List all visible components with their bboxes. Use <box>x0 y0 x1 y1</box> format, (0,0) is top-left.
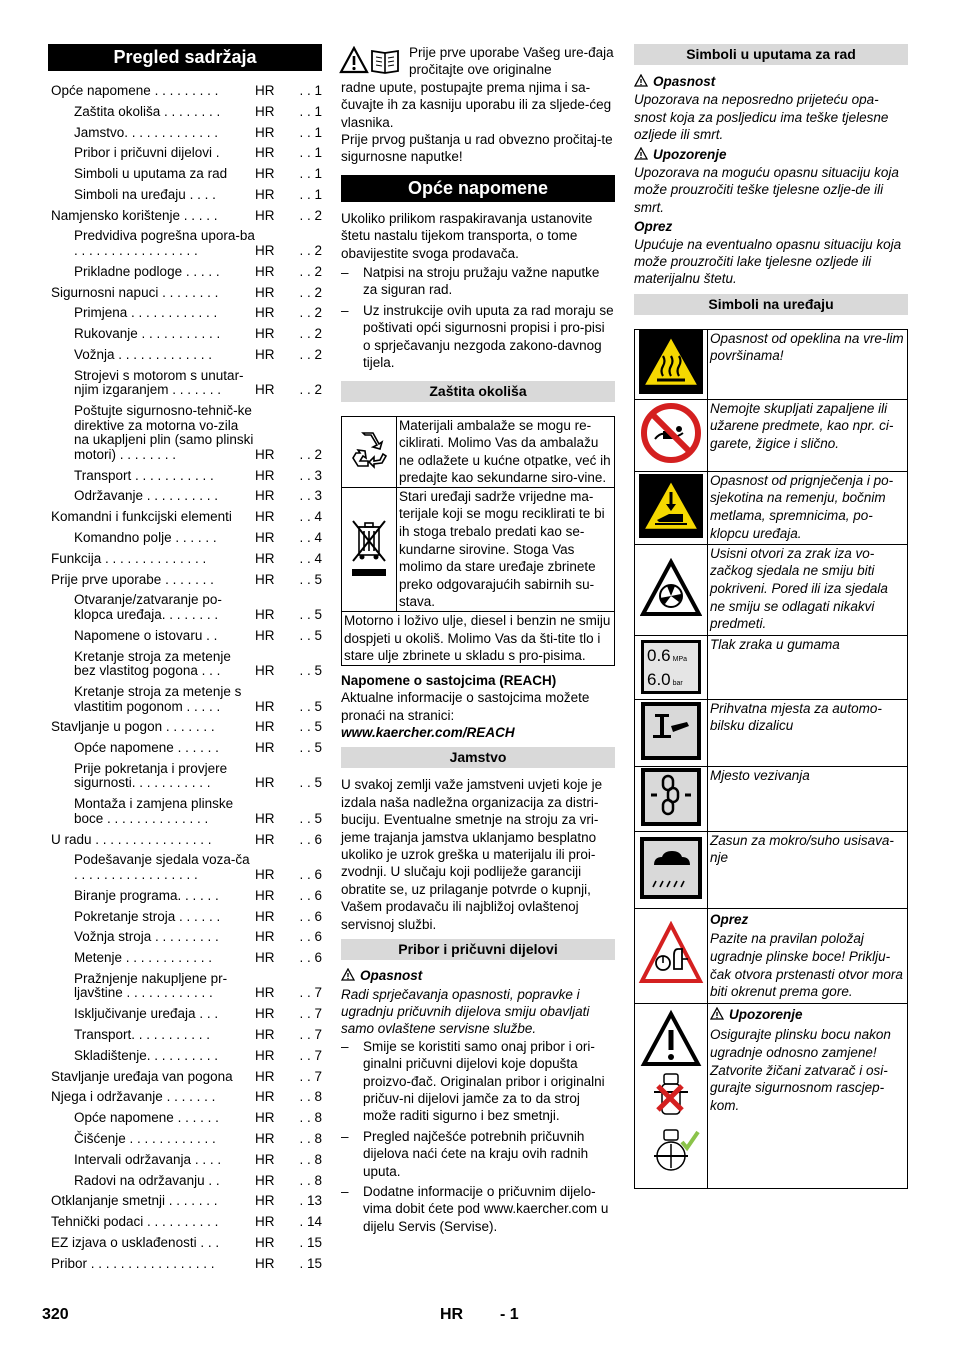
toc-entry-title: Otvaranje/zatvaranje po-klopca uređaja. . . . . . . . <box>74 592 222 622</box>
toc-entry[interactable] <box>48 404 322 462</box>
environment-row1: Materijali ambalaže se mogu re-ciklirati. Molimo Vas da ambalažu ne odlažete u kućne otpatke, već ih predajte kao sekundarne siro-vine. <box>397 416 615 487</box>
toc-entry[interactable] <box>48 265 322 280</box>
toc-entry-title: Intervali održavanja . . . . <box>74 1151 222 1167</box>
toc-entry-lang: HR <box>255 887 275 903</box>
toc-entry-page: . . 1 <box>299 103 322 119</box>
toc-entry[interactable] <box>48 573 322 588</box>
toc-entry-title: Opće napomene . . . . . . <box>74 1110 219 1126</box>
toc-entry[interactable] <box>48 510 322 525</box>
warning-triangle-icon <box>634 74 648 91</box>
toc-entry-title: Zaštita okoliša . . . . . . . . <box>74 103 221 119</box>
gas-bottle-secure-icon <box>635 1003 708 1189</box>
toc-entry-page: . . 3 <box>299 488 322 504</box>
toc-entry-lang: HR <box>255 1047 275 1063</box>
toc-entry-lang: HR <box>255 243 275 259</box>
toc-title: Pregled sadržaja <box>48 44 322 71</box>
toc-entry-lang: HR <box>255 810 275 826</box>
tire-unit-mpa: MPa <box>672 656 688 664</box>
toc-entry-page: . . 6 <box>299 908 322 924</box>
environment-table <box>341 416 615 666</box>
reach-link[interactable]: www.kaercher.com/REACH <box>341 725 515 741</box>
toc-entry[interactable] <box>48 593 322 622</box>
tire-unit-bar: bar <box>672 680 683 688</box>
toc-entry-lang: HR <box>255 83 275 98</box>
list-item: – Natpisi na stroju pružaju važne naputke za siguran rad. <box>341 265 600 298</box>
toc-entry-lang: HR <box>255 1068 275 1084</box>
toc-entry-lang: HR <box>255 698 275 714</box>
toc-entry-page: . . 2 <box>299 263 322 279</box>
toc-entry[interactable] <box>48 1070 322 1085</box>
warranty-text: U svakoj zemlji važe jamstveni uvjeti koje je izdala naša nadležna organizacija za distri-buciju. Eventualne smetnje na stroju za vri-jeme trajanja jamstva uklanjamo besplatno ukoliko je uzrok greška u materijalu ili proi-zvodnji. U slučaju koji podliježe garanciji obratite se, uz prilaganje potvrde o kupnji, Vašem prodavaču ili najbližoj ovlaštenoj servisnoj službi. <box>341 777 603 932</box>
toc-entry-title: Rukovanje . . . . . . . . . . . <box>74 326 221 342</box>
toc-entry[interactable] <box>48 306 322 321</box>
toc-entry-page: . . 6 <box>299 929 322 945</box>
intro-section <box>341 44 615 166</box>
toc-entry-title: Biranje programa. . . . . . <box>74 887 219 903</box>
toc-entry[interactable] <box>48 327 322 342</box>
toc-entry-page: . 15 <box>299 1234 322 1250</box>
manual-symbols-title: Simboli u uputama za rad <box>634 44 908 65</box>
toc-entry[interactable] <box>48 685 322 714</box>
gas-caution-label: Oprez <box>710 911 749 927</box>
toc-entry-page: . . 2 <box>299 243 322 259</box>
toc-entry-page: . . 5 <box>299 810 322 826</box>
symbol-text-hot: Opasnost od opeklina na vre-lim površinama! <box>708 329 908 399</box>
toc-entry-page: . . 6 <box>299 866 322 882</box>
toc-entry[interactable] <box>48 930 322 945</box>
toc-entry-lang: HR <box>255 1006 275 1022</box>
toc-entry-lang: HR <box>255 663 275 679</box>
toc-entry[interactable] <box>48 910 322 925</box>
list-item: – Uz instrukcije ovih uputa za rad moraju se poštivati opći sigurnosni propisi i pro-pisi o sprječavanju nezgoda zakono-davnog tijela. <box>341 302 614 371</box>
toc-entry-lang: HR <box>255 467 275 483</box>
toc-entry-page: . . 5 <box>299 606 322 622</box>
gas-warning-cell <box>708 1003 908 1189</box>
warning-label: Upozorenje <box>634 146 908 164</box>
parts-danger-text: Radi sprječavanja opasnosti, popravke i ugradnju pričuvnih dijelova smiju obavljati samo ovlaštene servisne službe. <box>341 986 590 1037</box>
toc-entry-title: Sigurnosni napuci . . . . . . . . <box>51 284 219 300</box>
toc-entry[interactable] <box>48 833 322 848</box>
toc-entry-page: . . 6 <box>299 887 322 903</box>
toc-entry-page: . . 5 <box>299 571 322 587</box>
device-symbols-title: Simboli na uređaju <box>634 294 908 315</box>
gas-caution-text: Pazite na pravilan položaj ugradnje plinske boce! Priklju-čak otvora prstenasti otvor mora biti okrenut prema gore. <box>710 931 903 1000</box>
toc-entry-title: Prikladne podloge . . . . . <box>74 263 220 279</box>
toc-entry-lang: HR <box>255 929 275 945</box>
environment-row2: Stari uređaji sadrže vrijedne ma-terijale koji se mogu reciklirati te bi ih stoga trebalo predati kao se-kundarne sirovine. Stoga Vas molimo da stare uređaje zbrinete preko odgovarajućih sabirnih su-stava. <box>397 487 615 611</box>
toc-entry-lang: HR <box>255 166 275 182</box>
toc-entry-page: . . 8 <box>299 1130 322 1146</box>
toc-entry-title: Njega i održavanje . . . . . . . <box>51 1089 216 1105</box>
toc-entry[interactable] <box>48 853 322 882</box>
toc-entry-lang: HR <box>255 446 275 462</box>
toc-entry-lang: HR <box>255 284 275 300</box>
toc-entry-lang: HR <box>255 1214 275 1230</box>
toc-entry-title: Vožnja . . . . . . . . . . . . . <box>74 346 213 362</box>
toc-entry-page: . . 1 <box>299 145 322 161</box>
toc-entry-title: Predvidiva pogrešna upora-ba . . . . . . . . . . . . . . . . . <box>74 228 255 259</box>
general-title: Opće napomene <box>341 175 615 202</box>
hot-surface-icon <box>635 329 708 399</box>
intro-text-2: Prije prvog puštanja u rad obvezno pročitaj-te sigurnosne naputke! <box>341 132 613 165</box>
toc-entry[interactable] <box>48 489 322 504</box>
toc-entry-page: . . 4 <box>299 530 322 546</box>
toc-entry-page: . . 1 <box>299 124 322 140</box>
toc-entry-title: Komandni i funkcijski elementi <box>51 509 232 525</box>
toc-entry[interactable] <box>48 1153 322 1168</box>
toc-entry-title: Simboli na uređaju . . . . <box>74 186 216 202</box>
toc-entry[interactable] <box>48 629 322 644</box>
caution-text: Upućuje na eventualno opasnu situaciju koja može prouzročiti lake tjelesne ozljede ili materijalnu štetu. <box>634 236 902 287</box>
toc-entry-page: . . 8 <box>299 1110 322 1126</box>
intro-text-first: Prije prve uporabe Vašeg ure-đaja pročitajte ove originalne <box>409 45 614 78</box>
toc-entry[interactable] <box>48 1111 322 1126</box>
toc-entry[interactable] <box>48 720 322 735</box>
toc-entry-title: Tehnički podaci . . . . . . . . . . <box>51 1214 219 1230</box>
toc-entry-lang: HR <box>255 305 275 321</box>
table-row <box>635 544 908 635</box>
toc-entry-title: Opće napomene . . . . . . . . . <box>51 83 219 98</box>
symbol-text-tie: Mjesto vezivanja <box>708 766 908 831</box>
toc-entry-page: . . 2 <box>299 446 322 462</box>
toc-entry-title: Kretanje stroja za metenje s vlastitim pogonom . . . . . <box>74 683 242 714</box>
toc-entry-title: Kretanje stroja za metenje bez vlastitog pogona . . . <box>74 648 231 679</box>
environment-title: Zaštita okoliša <box>341 381 615 402</box>
toc-entry-lang: HR <box>255 1130 275 1146</box>
parts-bullets <box>341 1038 615 1235</box>
toc-entry-title: Radovi na održavanju . . <box>74 1172 220 1188</box>
toc-entry-title: U radu . . . . . . . . . . . . . . . . <box>51 831 212 847</box>
page-number: 320 <box>42 1306 69 1323</box>
symbol-text-no-burning: Nemojte skupljati zapaljene ili užarene predmete, kao npr. ci-garete, žigice i slično. <box>708 399 908 471</box>
toc-entry[interactable] <box>48 229 322 258</box>
toc-entry-page: . . 8 <box>299 1172 322 1188</box>
toc-entry-lang: HR <box>255 775 275 791</box>
symbol-text-tire: Tlak zraka u gumama <box>708 635 908 699</box>
table-row <box>635 908 908 1003</box>
toc-entry-page: . . 7 <box>299 1068 322 1084</box>
toc-entry-page: . . 7 <box>299 1027 322 1043</box>
toc-entry-lang: HR <box>255 103 275 119</box>
toc-entry[interactable] <box>48 369 322 398</box>
toc-entry[interactable] <box>48 84 322 99</box>
toc-entry-page: . . 5 <box>299 698 322 714</box>
table-row <box>635 699 908 766</box>
toc-entry-title: Pribor i pričuvni dijelovi . <box>74 145 220 161</box>
warning-triangle-icon <box>710 1007 724 1025</box>
toc-entry-page: . . 1 <box>299 83 322 98</box>
general-text: Ukoliko prilikom raspakiravanja ustanovite štetu nastalu tijekom transporta, o tome obavijestite svoga prodavača. <box>341 210 593 261</box>
jack-point-icon <box>635 699 708 766</box>
toc-entry-title: Otklanjanje smetnji . . . . . . . <box>51 1193 218 1209</box>
intro-text-rest: radne upute, postupajte prema njima i sa-čuvajte ih za kasniju uporabu ili za sljede-ćeg vlasnika. <box>341 79 612 130</box>
toc-entry-title: Namjensko korištenje . . . . . <box>51 207 218 223</box>
tire-pressure-icon <box>635 635 708 699</box>
table-row <box>635 471 908 544</box>
toc-entry-page: . . 1 <box>299 166 322 182</box>
toc-entry-title: EZ izjava o usklađenosti . . . <box>51 1234 220 1250</box>
symbol-text-crush: Opasnost od prignječenja i po-sjekotina na remenju, bočnim metlama, spremnicima, po-klopcu uređaja. <box>708 471 908 544</box>
toc-entry-page: . . 2 <box>299 382 322 398</box>
toc-entry-lang: HR <box>255 985 275 1001</box>
reach-title: Napomene o sastojcima (REACH) <box>341 672 557 688</box>
toc-entry-page: . . 5 <box>299 775 322 791</box>
toc-entry[interactable] <box>48 1236 322 1251</box>
table-row <box>342 612 615 666</box>
toc-entry-page: . . 4 <box>299 509 322 525</box>
general-bullets <box>341 264 615 371</box>
toc-entry-title: Prije pokretanja i provjere sigurnosti. . . . . . . . . . . <box>74 760 228 791</box>
toc-entry-lang: HR <box>255 1151 275 1167</box>
parts-title: Pribor i pričuvni dijelovi <box>341 939 615 960</box>
toc-entry-title: Komandno polje . . . . . . <box>74 530 217 546</box>
list-item: – Smije se koristiti samo onaj pribor i ori-ginalni pričuvni dijelovi koje dopušta proizvo-đač. Originalan pribor i originalni pričuv-ni dijelovi jamče za to da stroj može raditi sigurno i bez smetnji. <box>341 1038 605 1124</box>
toc-entry-page: . . 4 <box>299 550 322 566</box>
toc-entry-title: Stavljanje u pogon . . . . . . . <box>51 719 215 735</box>
footer-sub: - 1 <box>500 1306 519 1323</box>
toc-entry[interactable] <box>48 286 322 301</box>
toc-entry-title: Pražnjenje nakupljene pr-ljavštine . . . . . . . . . . . . <box>74 970 228 1001</box>
toc-entry-lang: HR <box>255 530 275 546</box>
list-item: – Pregled najčešće potrebnih pričuvnih dijelova naći ćete na kraju ovih radnih uputa. <box>341 1128 589 1179</box>
toc-entry[interactable] <box>48 167 322 182</box>
toc-entry-page: . 14 <box>299 1214 322 1230</box>
table-row <box>342 487 615 611</box>
toc-entry-page: . . 8 <box>299 1089 322 1105</box>
toc-entry-title: Opće napomene . . . . . . <box>74 740 219 756</box>
toc-entry-lang: HR <box>255 740 275 756</box>
toc-entry-page: . . 7 <box>299 985 322 1001</box>
toc-entry[interactable] <box>48 650 322 679</box>
toc-entry[interactable] <box>48 105 322 120</box>
toc-entry[interactable] <box>48 552 322 567</box>
toc-entry-lang: HR <box>255 124 275 140</box>
table-row <box>635 635 908 699</box>
toc-entry-title: Podešavanje sjedala voza-ča . . . . . . . . . . . . . . . . . <box>74 852 250 882</box>
column-right <box>634 44 908 1189</box>
toc-entry-page: . . 5 <box>299 663 322 679</box>
recycle-icon <box>342 416 397 487</box>
toc-entry[interactable] <box>48 188 322 203</box>
danger-text: Upozorava na neposredno prijeteću opa-snost koja za posljedicu ima teške tjelesne ozljede ili smrt. <box>634 92 889 143</box>
toc-entry-page: . . 1 <box>299 186 322 202</box>
toc-entry-title: Vožnja stroja . . . . . . . . . <box>74 929 219 945</box>
read-manual-icon <box>339 46 401 79</box>
table-row <box>635 399 908 471</box>
toc-entry-title: Održavanje . . . . . . . . . . <box>74 488 219 504</box>
toc-entry-title: Prije prve uporabe . . . . . . . <box>51 571 214 587</box>
toc-entry-title: Simboli u uputama za rad <box>74 166 228 182</box>
fan-warning-icon <box>635 544 708 635</box>
toc-entry-lang: HR <box>255 382 275 398</box>
toc-entry-lang: HR <box>255 908 275 924</box>
toc-entry-lang: HR <box>255 263 275 279</box>
toc-entry[interactable] <box>48 1257 322 1272</box>
toc-entry-lang: HR <box>255 326 275 342</box>
toc-entry[interactable] <box>48 1049 322 1064</box>
toc-entry-lang: HR <box>255 571 275 587</box>
toc-entry[interactable] <box>48 741 322 756</box>
toc-entry-page: . . 7 <box>299 1006 322 1022</box>
toc-entry[interactable] <box>48 972 322 1001</box>
parts-danger-label: Opasnost <box>341 967 615 985</box>
toc-entry-title: Poštujte sigurnosno-tehnič-ke direktive za motorna vo-zila na ukapljeni plin (samo plinski motori) . . . . . . . . <box>74 403 254 462</box>
toc-entry-lang: HR <box>255 1234 275 1250</box>
column-middle <box>341 44 615 1235</box>
toc-entry[interactable] <box>48 797 322 826</box>
gas-warning-text: Osigurajte plinsku bocu nakon ugradnje odnosno zamjene! Zatvorite žičani zatvarač i osi-gurajte sigurnosnom rascjep-kom. <box>710 1027 891 1113</box>
toc-entry-title: Pribor . . . . . . . . . . . . . . . . . <box>51 1255 215 1271</box>
danger-label: Opasnost <box>634 73 908 91</box>
no-burning-objects-icon <box>635 399 708 471</box>
toc-entry-lang: HR <box>255 207 275 223</box>
toc-entry-title: Montaža i zamjena plinske boce . . . . . . . . . . . . . . <box>74 796 234 826</box>
toc-entry-page: . . 2 <box>299 346 322 362</box>
toc-entry[interactable] <box>48 348 322 363</box>
toc-entry-page: . 15 <box>299 1255 322 1271</box>
toc-entry[interactable] <box>48 1028 322 1043</box>
toc-entry-lang: HR <box>255 1172 275 1188</box>
toc-entry-title: Transport. . . . . . . . . . . <box>74 1027 211 1043</box>
symbol-text-fan: Usisni otvori za zrak iza vo-začkog sjedala ne smiju biti pokriveni. Pored ili iza sjedala ne smiju se odlagati nikakvi predmeti. <box>708 544 908 635</box>
reach-text: Aktualne informacije o sastojcima možete pronaći na stranici: <box>341 690 590 723</box>
toc-entry-lang: HR <box>255 831 275 847</box>
crush-hazard-icon <box>635 471 708 544</box>
toc-entry-lang: HR <box>255 488 275 504</box>
toc-entry-lang: HR <box>255 550 275 566</box>
toc-entry-title: Skladištenje. . . . . . . . . . <box>74 1047 219 1063</box>
toc-entry-title: Primjena . . . . . . . . . . . . <box>74 305 218 321</box>
list-item: – Dodatne informacije o pričuvnim dijelo-vima dobit ćete pod www.kaercher.com u dijelu Servis (Servise). <box>341 1183 609 1234</box>
warning-triangle-icon <box>634 147 648 164</box>
toc-entry[interactable] <box>48 1132 322 1147</box>
toc-entry-title: Stavljanje uređaja van pogona <box>51 1068 233 1084</box>
gas-caution-cell <box>708 908 908 1003</box>
gas-bottle-position-icon <box>635 908 708 1003</box>
toc-entry-lang: HR <box>255 1110 275 1126</box>
toc-entry-page: . . 5 <box>299 740 322 756</box>
toc-entry-page: . . 7 <box>299 1047 322 1063</box>
toc-entry-page: . 13 <box>299 1193 322 1209</box>
table-row <box>342 416 615 487</box>
toc-entry-page: . . 3 <box>299 467 322 483</box>
weee-bin-icon <box>342 487 397 611</box>
warranty-title: Jamstvo <box>341 747 615 768</box>
warning-triangle-icon <box>341 968 355 985</box>
toc-entry-page: . . 5 <box>299 719 322 735</box>
toc-list <box>48 84 322 1271</box>
toc-entry-lang: HR <box>255 950 275 966</box>
table-row <box>635 766 908 831</box>
table-of-contents <box>48 44 322 1277</box>
symbol-text-jack: Prihvatna mjesta za automo-bilsku dizalicu <box>708 699 908 766</box>
tie-down-icon <box>635 766 708 831</box>
toc-entry-title: Jamstvo. . . . . . . . . . . . . <box>74 124 219 140</box>
toc-entry-title: Strojevi s motorom s unutar-njim izgaranjem . . . . . . . <box>74 367 244 398</box>
toc-entry-lang: HR <box>255 719 275 735</box>
symbol-text-wet-dry: Zasun za mokro/suho usisava-nje <box>708 831 908 908</box>
toc-entry-lang: HR <box>255 1089 275 1105</box>
toc-entry-title: Čišćenje . . . . . . . . . . . . <box>74 1130 216 1146</box>
caution-label: Oprez <box>634 219 673 235</box>
table-row <box>635 329 908 399</box>
toc-entry-title: Metenje . . . . . . . . . . . . <box>74 950 213 966</box>
toc-entry[interactable] <box>48 531 322 546</box>
tire-value-bar: 6.0 <box>647 670 671 690</box>
warning-text: Upozorava na moguću opasnu situaciju koja može prouzročiti teške tjelesne ozlje-de ili smrt. <box>634 165 899 215</box>
toc-entry[interactable] <box>48 126 322 141</box>
toc-entry-lang: HR <box>255 145 275 161</box>
toc-entry-title: Transport . . . . . . . . . . . <box>74 467 214 483</box>
toc-entry[interactable] <box>48 762 322 791</box>
toc-entry-lang: HR <box>255 509 275 525</box>
toc-entry[interactable] <box>48 209 322 224</box>
toc-entry[interactable] <box>48 951 322 966</box>
toc-entry-lang: HR <box>255 866 275 882</box>
toc-entry[interactable] <box>48 1090 322 1105</box>
toc-entry[interactable] <box>48 1174 322 1189</box>
wet-dry-flap-icon <box>635 831 708 908</box>
toc-entry[interactable] <box>48 889 322 904</box>
toc-entry-page: . . 2 <box>299 305 322 321</box>
table-row <box>635 1003 908 1189</box>
tire-value-mpa: 0.6 <box>647 646 671 666</box>
toc-entry-page: . . 5 <box>299 627 322 643</box>
toc-entry[interactable] <box>48 1215 322 1230</box>
toc-entry-lang: HR <box>255 1255 275 1271</box>
toc-entry[interactable] <box>48 1007 322 1022</box>
table-row <box>635 831 908 908</box>
toc-entry-lang: HR <box>255 606 275 622</box>
toc-entry-page: . . 2 <box>299 326 322 342</box>
device-symbols-table <box>634 329 908 1190</box>
toc-entry-title: Pokretanje stroja . . . . . . <box>74 908 221 924</box>
toc-entry[interactable] <box>48 469 322 484</box>
toc-entry-lang: HR <box>255 627 275 643</box>
toc-entry-title: Funkcija . . . . . . . . . . . . . . <box>51 550 207 566</box>
toc-entry-lang: HR <box>255 1193 275 1209</box>
toc-entry[interactable] <box>48 146 322 161</box>
toc-entry[interactable] <box>48 1194 322 1209</box>
toc-entry-title: Isključivanje uređaja . . . <box>74 1006 219 1022</box>
toc-entry-title: Napomene o istovaru . . <box>74 627 218 643</box>
toc-entry-lang: HR <box>255 1027 275 1043</box>
toc-entry-page: . . 2 <box>299 284 322 300</box>
environment-row3: Motorno i loživo ulje, diesel i benzin ne smiju dospjeti u okoliš. Molimo Vas da šti-tite tlo i stare ulje zbrinete u skladu s pro-pisima. <box>342 612 615 666</box>
toc-entry-page: . . 8 <box>299 1151 322 1167</box>
toc-entry-page: . . 6 <box>299 950 322 966</box>
footer-lang: HR <box>440 1306 464 1323</box>
toc-entry-lang: HR <box>255 346 275 362</box>
toc-entry-lang: HR <box>255 186 275 202</box>
gas-warning-label: Upozorenje <box>710 1006 905 1025</box>
toc-entry-page: . . 2 <box>299 207 322 223</box>
toc-entry-page: . . 6 <box>299 831 322 847</box>
